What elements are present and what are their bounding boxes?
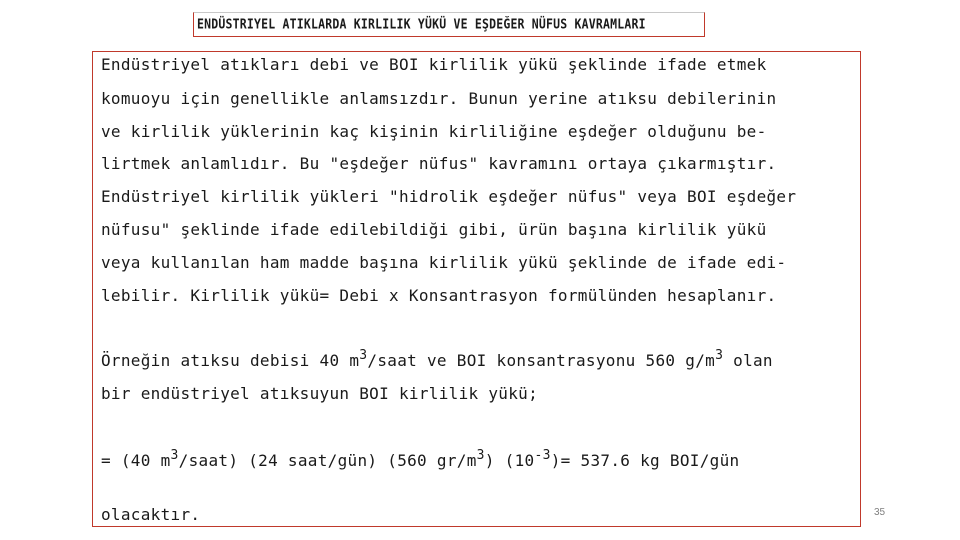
- document-title-box: [193, 12, 705, 37]
- paragraph-line-8: lebilir. Kirlilik yükü= Debi x Konsantrasyon formülünden hesaplanır.: [101, 286, 777, 305]
- superscript: 3: [476, 448, 485, 463]
- example-text-c: olan: [723, 351, 773, 370]
- equation-line: [101, 448, 740, 470]
- superscript: -3: [534, 448, 551, 463]
- example-text-a: Örneğin atıksu debisi 40 m: [101, 351, 360, 370]
- paragraph-line-6: nüfusu" şeklinde ifade edilebildiği gibi, ürün başına kirlilik yükü: [101, 220, 767, 239]
- superscript: 3: [170, 448, 179, 463]
- paragraph-line-3: ve kirlilik yüklerinin kaç kişinin kirliliğine eşdeğer olduğunu be-: [101, 122, 767, 141]
- equation-result: )= 537.6 kg BOI/gün: [550, 451, 740, 470]
- closing-line: olacaktır.: [101, 505, 201, 524]
- paragraph-line-4: lirtmek anlamlıdır. Bu "eşdeğer nüfus" kavramını ortaya çıkarmıştır.: [101, 154, 777, 173]
- paragraph-line-7: veya kullanılan ham madde başına kirlilik yükü şeklinde de ifade edi-: [101, 253, 787, 272]
- page-number: 35: [874, 507, 886, 518]
- example-text-b: /saat ve BOI konsantrasyonu 560 g/m: [367, 351, 716, 370]
- example-line-2: bir endüstriyel atıksuyun BOI kirlilik yükü;: [101, 384, 539, 403]
- superscript: 3: [715, 348, 724, 363]
- equation-part: = (40 m: [101, 451, 171, 470]
- equation-part: /saat) (24 saat/gün) (560 gr/m: [178, 451, 477, 470]
- equation-part: ) (10: [484, 451, 535, 470]
- paragraph-line-2: komuoyu için genellikle anlamsızdır. Bunun yerine atıksu debilerinin: [101, 89, 777, 108]
- superscript: 3: [359, 348, 368, 363]
- document-title: ENDÜSTRIYEL ATIKLARDA KIRLILIK YÜKÜ VE EŞDEĞER NÜFUS KAVRAMLARI: [197, 15, 646, 33]
- paragraph-line-5: Endüstriyel kirlilik yükleri "hidrolik eşdeğer nüfus" veya BOI eşdeğer: [101, 187, 797, 206]
- paragraph-line-1: Endüstriyel atıkları debi ve BOI kirlilik yükü şeklinde ifade etmek: [101, 55, 767, 74]
- example-line-1: [101, 348, 773, 370]
